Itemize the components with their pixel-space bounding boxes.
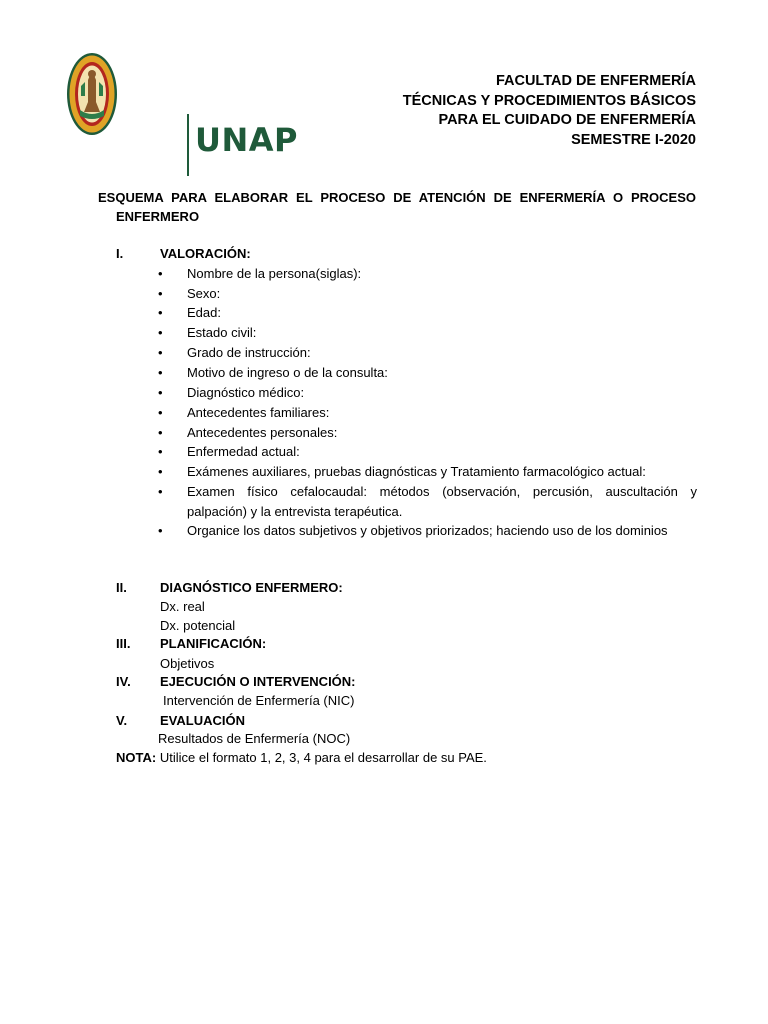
bullet-icon: •: [158, 325, 163, 340]
section-number: V.: [116, 713, 128, 728]
logo-wordmark: UNAP: [195, 121, 298, 159]
bullet-icon: •: [158, 425, 163, 440]
bullet-icon: •: [158, 464, 163, 479]
bullet-icon: •: [158, 286, 163, 301]
bullet-icon: •: [158, 266, 163, 281]
section-line: Dx. potencial: [160, 618, 236, 633]
faculty-header: [316, 72, 696, 150]
section-number: III.: [116, 636, 131, 651]
bullet-icon: •: [158, 345, 163, 360]
schema-title-line1: ESQUEMA PARA ELABORAR EL PROCESO DE ATENCIÓN DE ENFERMERÍA O PROCESO: [98, 190, 696, 205]
section-number: II.: [116, 580, 127, 595]
section-number: IV.: [116, 674, 131, 689]
list-item: Enfermedad actual:: [187, 444, 300, 459]
section-line: Dx. real: [160, 599, 205, 614]
section-number: I.: [116, 246, 124, 261]
section-line: Intervención de Enfermería (NIC): [163, 693, 355, 708]
list-item: Antecedentes familiares:: [187, 405, 330, 420]
list-item: Nombre de la persona(siglas):: [187, 266, 362, 281]
list-item: Estado civil:: [187, 325, 257, 340]
bullet-icon: •: [158, 523, 163, 538]
list-item: Edad:: [187, 305, 221, 320]
bullet-icon: •: [158, 385, 163, 400]
bullet-icon: •: [158, 484, 163, 499]
schema-title-line2: ENFERMERO: [116, 209, 200, 224]
university-seal-icon: [66, 52, 118, 136]
bullet-icon: •: [158, 405, 163, 420]
list-item: Organice los datos subjetivos y objetivos priorizados; haciendo uso de los dominios: [187, 523, 668, 538]
section-title-valoracion: VALORACIÓN:: [160, 246, 251, 261]
section-title-planificacion: PLANIFICACIÓN:: [160, 636, 267, 651]
header-course: TÉCNICAS Y PROCEDIMIENTOS BÁSICOS: [402, 92, 696, 109]
list-item: Exámenes auxiliares, pruebas diagnósticas y Tratamiento farmacológico actual:: [187, 464, 646, 479]
note: [116, 748, 487, 768]
section-title-ejecucion: EJECUCIÓN O INTERVENCIÓN:: [160, 674, 356, 689]
section-line: Objetivos: [160, 656, 215, 671]
bullet-icon: •: [158, 444, 163, 459]
list-item: Sexo:: [187, 286, 221, 301]
header-semester: SEMESTRE I-2020: [571, 131, 696, 148]
list-item: Examen físico cefalocaudal: métodos (observación, percusión, auscultación y palpación) y la entrevista terapéutica.: [187, 484, 697, 519]
logo-divider: [187, 114, 189, 176]
note-label: NOTA:: [116, 750, 157, 765]
section-title-diagnostico: DIAGNÓSTICO ENFERMERO:: [160, 580, 343, 595]
bullet-icon: •: [158, 305, 163, 320]
section-line: Resultados de Enfermería (NOC): [158, 731, 351, 746]
list-item: Antecedentes personales:: [187, 425, 338, 440]
list-item: Motivo de ingreso o de la consulta:: [187, 365, 388, 380]
university-logo: [66, 52, 298, 159]
note-text: Utilice el formato 1, 2, 3, 4 para el desarrollar de su PAE.: [159, 750, 487, 765]
list-item: Diagnóstico médico:: [187, 385, 305, 400]
list-item: Grado de instrucción:: [187, 345, 311, 360]
bullet-icon: •: [158, 365, 163, 380]
section-title-evaluacion: EVALUACIÓN: [160, 713, 245, 728]
header-faculty: FACULTAD DE ENFERMERÍA: [495, 73, 696, 89]
header-course-continued: PARA EL CUIDADO DE ENFERMERÍA: [438, 112, 696, 128]
schema-title: [98, 188, 696, 226]
